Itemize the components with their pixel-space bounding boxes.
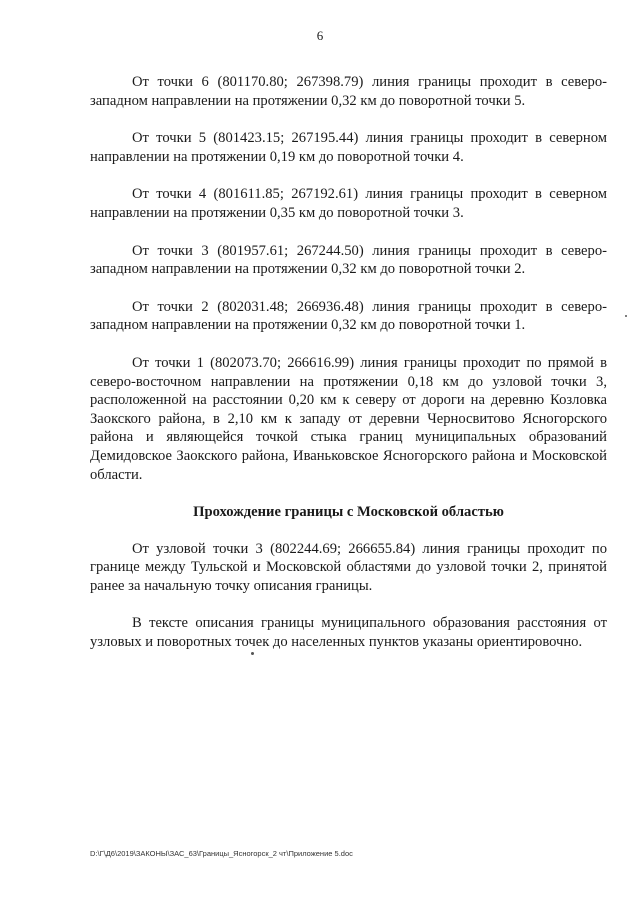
paragraph-distance-note: В тексте описания границы муниципального образования расстояния от узловых и поворотных точек до населенных пунктов указаны ориентировочно. [90,615,607,651]
paragraph-moscow-border: От узловой точки 3 (802244.69; 266655.84) линия границы проходит по границе между Тульской и Московской областями до узловой точки 2, принятой ранее за начальную точку описания границы. [90,540,607,594]
paragraph-point-2: От точки 2 (802031.48; 266936.48) линия границы проходит в северо-западном направлении на протяжении 0,32 км до поворотной точки 1. [90,298,607,334]
paragraph-point-3: От точки 3 (801957.61; 267244.50) линия границы проходит в северо-западном направлении на протяжении 0,32 км до поворотной точки 2. [90,242,607,278]
page-number: 6 [316,28,324,43]
scan-speck [251,652,254,655]
scan-speck [625,315,627,317]
section-heading: Прохождение границы с Московской областью [193,504,504,521]
paragraph-point-6: От точки 6 (801170.80; 267398.79) линия границы проходит в северо-западном направлении на протяжении 0,32 км до поворотной точки 5. [90,74,607,109]
paragraph-point-1: От точки 1 (802073.70; 266616.99) линия границы проходит по прямой в северо-восточном направлении на протяжении 0,18 км до узловой точки 3, расположенной на расстоянии 0,20 км к северу от дороги на деревню Козловка Заокского района, в 2,10 км к западу от деревни Черносвитово Ясногорского района и являющейся точкой стыка границ муниципальных образований Демидовское Заокского района, Иваньковское Ясногорского района и Московской области. [90,354,607,483]
paragraph-point-5: От точки 5 (801423.15; 267195.44) линия границы проходит в северном направлении на протяжении 0,19 км до поворотной точки 4. [90,130,607,165]
paragraph-point-4: От точки 4 (801611.85; 267192.61) линия границы проходит в северном направлении на протяжении 0,35 км до поворотной точки 3. [90,186,607,221]
footer-file-path: D:\Г\Д6\2019\ЗАКОНЫ\ЗАС_63\Границы_Ясногорск_2 чт\Приложение 5.doc [90,849,353,858]
document-body [90,73,607,671]
